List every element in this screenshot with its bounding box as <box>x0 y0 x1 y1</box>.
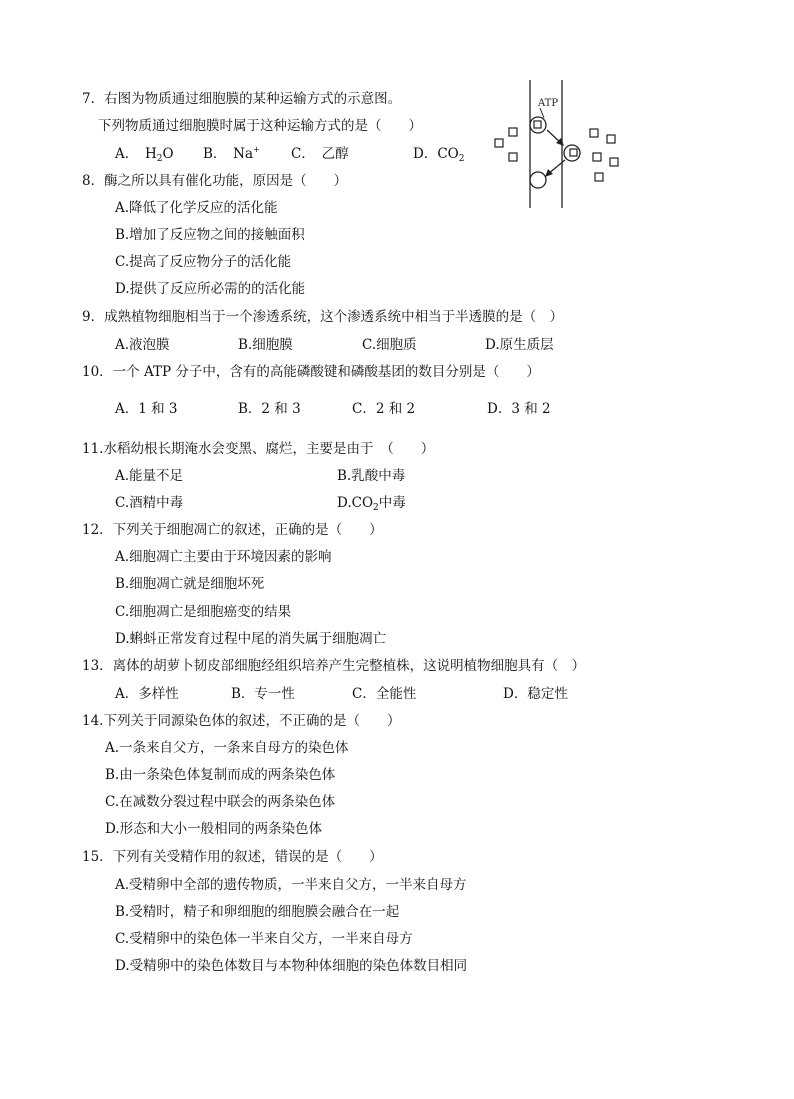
q15-option-b[interactable]: B.受精时，精子和卵细胞的细胞膜会融合在一起 <box>115 904 400 920</box>
q8-option-a[interactable]: A.降低了化学反应的活化能 <box>115 200 278 216</box>
q7-stem-line2: 下列物质通过细胞膜时属于这种运输方式的是（ ） <box>98 118 422 134</box>
q14-option-d[interactable]: D.形态和大小一般相同的两条染色体 <box>105 821 323 837</box>
q7-option-c[interactable]: C． 乙醇 <box>291 146 349 162</box>
molecule-inside-5 <box>595 173 603 181</box>
molecule-inside-1 <box>590 129 598 137</box>
q10-option-c[interactable]: C．2 和 2 <box>352 401 416 417</box>
q10-option-a[interactable]: A．1 和 3 <box>115 401 178 417</box>
q12-option-d[interactable]: D.蝌蚪正常发育过程中尾的消失属于细胞凋亡 <box>115 631 387 647</box>
q10-option-b[interactable]: B．2 和 3 <box>238 401 301 417</box>
molecule-in-carrier-middle <box>570 149 577 156</box>
q9-option-d[interactable]: D.原生质层 <box>485 337 554 353</box>
q13-option-a[interactable]: A．多样性 <box>115 686 179 702</box>
q14-option-c[interactable]: C.在减数分裂过程中联会的两条染色体 <box>105 794 336 810</box>
q9-option-c[interactable]: C.细胞质 <box>362 337 417 353</box>
q8-stem: 8．酶之所以具有催化功能，原因是（ ） <box>82 173 348 189</box>
q11-option-c[interactable]: C.酒精中毒 <box>115 495 184 511</box>
q12-option-a[interactable]: A.细胞凋亡主要由于环境因素的影响 <box>115 549 332 565</box>
q7-stem-line1: 7．右图为物质通过细胞膜的某种运输方式的示意图。 <box>82 91 402 107</box>
q15-option-c[interactable]: C.受精卵中的染色体一半来自父方，一半来自母方 <box>115 931 413 947</box>
q11-options-row1 <box>115 467 515 485</box>
q8-option-d[interactable]: D.提供了反应所必需的的活化能 <box>115 281 306 297</box>
q10-stem: 10．一个 ATP 分子中，含有的高能磷酸键和磷酸基团的数目分别是（ ） <box>82 364 540 380</box>
q13-option-b[interactable]: B．专一性 <box>231 686 295 702</box>
molecule-outside-2 <box>495 139 503 147</box>
carrier-top <box>530 117 546 133</box>
q10-option-d[interactable]: D．3 和 2 <box>487 401 551 417</box>
q11-option-b[interactable]: B.乳酸中毒 <box>337 468 406 484</box>
molecule-in-carrier-top <box>534 121 541 128</box>
q7-options <box>115 145 475 163</box>
molecule-inside-3 <box>593 153 601 161</box>
q8-option-c[interactable]: C.提高了反应物分子的活化能 <box>115 254 292 270</box>
q15-stem: 15．下列有关受精作用的叙述，错误的是（ ） <box>82 849 383 865</box>
q7-option-b[interactable]: B． Na+ <box>203 145 260 162</box>
q15-option-a[interactable]: A.受精卵中全部的遗传物质，一半来自父方，一半来自母方 <box>115 877 467 893</box>
carrier-bottom <box>530 172 546 188</box>
molecule-inside-2 <box>607 135 615 143</box>
q12-option-b[interactable]: B.细胞凋亡就是细胞坏死 <box>115 576 265 592</box>
q12-stem: 12．下列关于细胞凋亡的叙述，正确的是（ ） <box>82 522 383 538</box>
atp-label: ATP <box>538 98 559 109</box>
q13-option-c[interactable]: C．全能性 <box>352 686 417 702</box>
q7-option-a[interactable]: A． $H_2O$ <box>115 146 174 164</box>
q15-option-d[interactable]: D.受精卵中的染色体数目与本物种体细胞的染色体数目相同 <box>115 958 468 974</box>
q9-option-b[interactable]: B.细胞膜 <box>238 337 293 353</box>
q7-option-d[interactable]: D．$CO_2$ <box>413 146 465 164</box>
q9-option-a[interactable]: A.液泡膜 <box>115 337 170 353</box>
q14-stem: 14.下列关于同源染色体的叙述，不正确的是（ ） <box>82 713 401 729</box>
q13-options <box>115 685 615 703</box>
q9-options <box>115 336 615 354</box>
molecule-outside-3 <box>509 153 517 161</box>
membrane-transport-diagram <box>488 80 628 210</box>
q14-option-a[interactable]: A.一条来自父方，一条来自母方的染色体 <box>105 740 349 756</box>
q10-options <box>115 400 615 418</box>
q11-option-a[interactable]: A.能量不足 <box>115 468 184 484</box>
atp-pointer <box>540 108 544 118</box>
molecule-outside-1 <box>509 128 517 136</box>
q13-stem: 13．离体的胡萝卜韧皮部细胞经组织培养产生完整植株，这说明植物细胞具有（ ） <box>82 658 586 674</box>
q8-option-b[interactable]: B.增加了反应物之间的接触面积 <box>115 227 305 243</box>
q9-stem: 9．成熟植物细胞相当于一个渗透系统，这个渗透系统中相当于半透膜的是（ ） <box>82 309 564 325</box>
q13-option-d[interactable]: D．稳定性 <box>503 686 568 702</box>
molecule-inside-4 <box>610 158 618 166</box>
q11-stem: 11.水稻幼根长期淹水会变黑、腐烂，主要是由于 （ ） <box>82 441 435 457</box>
q11-options-row2 <box>115 494 515 512</box>
q14-option-b[interactable]: B.由一条染色体复制而成的两条染色体 <box>105 767 336 783</box>
q12-option-c[interactable]: C.细胞凋亡是细胞癌变的结果 <box>115 604 292 620</box>
q11-option-d[interactable]: $D.CO_2$中毒 <box>337 495 406 513</box>
